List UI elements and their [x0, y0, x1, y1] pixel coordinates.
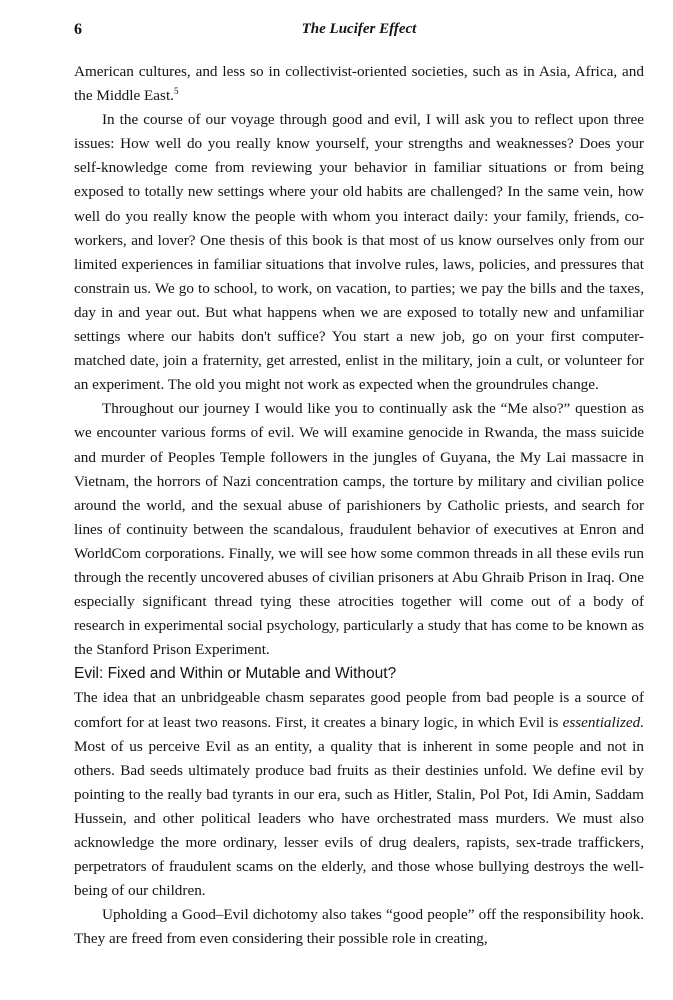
paragraph: Upholding a Good–Evil dichotomy also takes “good people” off the responsibility hook. They are freed from even considering their possible role in creating, [74, 906, 644, 948]
emphasized-term: essentialized. [562, 713, 644, 731]
paragraph [74, 686, 644, 903]
paragraph-text: American cultures, and less so in collectivist-oriented societies, such as in Asia, Africa, and the Middle East. [74, 63, 644, 105]
section-heading: Evil: Fixed and Within or Mutable and Without? [74, 665, 397, 683]
paragraph-text: The idea that an unbridgeable chasm separates good people from bad people is a source of comfort for at least two reasons. First, it creates a binary logic, in which Evil is [74, 689, 644, 731]
running-title: The Lucifer Effect [301, 21, 417, 37]
paragraph-text: Most of us perceive Evil as an entity, a quality that is inherent in some people and not in others. Bad seeds ultimately produce bad fruits as their destinies unfold. We define evil by pointing to the really bad tyrants in our era, such as Hitler, Stalin, Pol Pot, Idi Amin, Saddam Hussein, and other political leaders who have orchestrated mass murders. We must also acknowledge the more ordinary, lesser evils of drug dealers, rapists, sex-trade traffickers, perpetrators of fraudulent scams on the elderly, and those whose bullying destroys the well-being of our children. [74, 737, 644, 900]
page-number: 6 [74, 21, 82, 38]
paragraph-continued [74, 60, 644, 108]
body-text [74, 60, 644, 951]
page-header [74, 21, 644, 43]
paragraph: Throughout our journey I would like you to continually ask the “Me also?” question as we encounter various forms of evil. We will examine genocide in Rwanda, the mass suicide and murder of Peoples Temple followers in the jungles of Guyana, the My Lai massacre in Vietnam, the horrors of Nazi concentration camps, the torture by military and civilian police around the world, and the sexual abuse of parishioners by Catholic priests, and search for lines of continuity between the scandalous, fraudulent behavior of executives at Enron and WorldCom corporations. Finally, we will see how some common threads in all these evils run through the recently uncovered abuses of civilian prisoners at Abu Ghraib Prison in Iraq. One especially significant thread tying these atrocities together will come out of a body of research in experimental social psychology, particularly a study that has come to be known as the Stanford Prison Experiment. [74, 400, 644, 659]
footnote-marker: 5 [173, 86, 179, 97]
paragraph: In the course of our voyage through good and evil, I will ask you to reflect upon three issues: How well do you really know yourself, your strengths and weaknesses? Does your self-knowledge come from reviewing your behavior in familiar situations or from being exposed to totally new settings where your old habits are challenged? In the same vein, how well do you really know the people with whom you interact daily: your family, friends, co-workers, and lover? One thesis of this book is that most of us know ourselves only from our limited experiences in familiar situations that involve rules, laws, policies, and pressures that constrain us. We go to school, to work, on vacation, to parties; we pay the bills and the taxes, day in and year out. But what happens when we are exposed to totally new and unfamiliar settings where our habits don't suffice? You start a new job, go on your first computer-matched date, join a fraternity, get arrested, enlist in the military, join a cult, or volunteer for an experiment. The old you might not work as expected when the groundrules change. [74, 111, 644, 394]
